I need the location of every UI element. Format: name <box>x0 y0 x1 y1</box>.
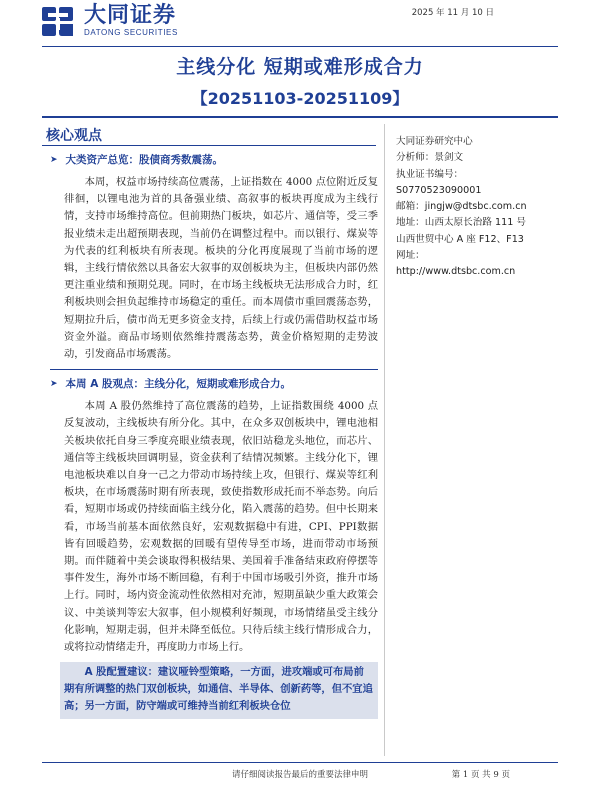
sidebar-org: 大同证券研究中心 <box>396 136 473 147</box>
brand-logo <box>42 4 178 38</box>
sidebar-website-label: 网址： <box>396 250 425 262</box>
paragraph-a-share-view: 本周 A 股仍然维持了高位震荡的趋势，上证指数围绕 4000 点反复波动，主线板块有所分化。其中，在众多双创板块中，锂电池相关板块依托自身三季度亮眼业绩表现，依旧站稳龙头地位，而芯片、通信等主线板块回调明显，资金获利了结情况频繁。主线分化下，锂电池板块难以自身一己之力带动市场持续上攻，但银行、煤炭等红利板块，在市场震荡时期有所表现，致使指数形成托而不举态势。向后看，短期市场或仍持续面临主线分化，陷入震荡的趋势。但中长期来看，市场当前基本面依然良好，宏观数据稳中有进，CPI、PPI数据皆有回暖趋势，宏观数据的回暖有望传导至市场，进而带动市场预期。而伴随着中美会谈取得积极结果、美国着手准备结束政府停摆等事件发生，海外市场不断回稳，有利于中国市场吸引外资，推升市场上行。同时，场内资金流动性依然相对充沛，短期虽缺少重大政策会议、中美谈判等宏大叙事，但小规模利好频现，市场情绪虽受主线分化影响，短期走弱，但并未降至低位。只待后续主线行情形成合力，或将拉动情绪走升，再度助力市场上行。 <box>64 400 378 654</box>
arrow-bullet-icon: ➤ <box>50 155 58 165</box>
bullet-asset-overview <box>50 152 378 168</box>
sidebar-address: 地址：山西太原长治路 111 号 <box>396 217 526 229</box>
allocation-advice: A 股配置建议：建议哑铃型策略，一方面，进攻端或可布局前期有所调整的热门双创板块，如通信、半导体、创新药等，但不宜追高；另一方面，防守端或可维持当前红利板块仓位 <box>60 662 378 719</box>
report-title: 主线分化 短期或难形成合力 <box>176 56 424 78</box>
analyst-sidebar <box>396 134 576 281</box>
datong-logo-icon <box>42 4 80 38</box>
paragraph-asset-overview: 本周，权益市场持续高位震荡，上证指数在 4000 点位附近反复徘徊，以锂电池为首的具备强业绩、高叙事的板块再度成为主线行情，支持市场维持高位。但前期热门板块，如芯片、通信等，受三季报业绩未走出超预期表现，当前仍在调整过程中。而以银行、煤炭等为代表的红利板块有所表现。板块的分化再度展现了当前市场的逻辑，主线行情依然以具备宏大叙事的双创板块为主，但板块内部仍然更注重业绩和预期兑现。同时，在市场主线板块无法形成合力时，红利板块则会担负起维持市场稳定的重任。而本周债市重回震荡态势，短期拉升后，债市尚无更多资金支持，后续上行或仍需借助权益市场资金外溢。商品市场则依然维持震荡态势，黄金价格短期的走势波动，引发商品市场震荡。 <box>64 176 378 361</box>
footer-disclaimer: 请仔细阅读报告最后的重要法律申明 <box>231 770 368 780</box>
bullet-label: 本周 A 股观点：主线分化，短期或难形成合力。 <box>65 378 291 391</box>
sidebar-email[interactable]: 邮箱：jingjw@dtsbc.com.cn <box>396 201 527 213</box>
page-number: 第 1 页 共 9 页 <box>451 770 510 780</box>
bullet-a-share-view <box>50 376 378 392</box>
brand-name-cn: 大同证券 <box>84 3 177 28</box>
section-divider <box>50 369 378 370</box>
sidebar-cert-number: S0770523090001 <box>396 184 482 196</box>
sidebar-website-link[interactable]: http://www.dtsbc.com.cn <box>396 266 516 278</box>
report-date-range: 【20251103-20251109】 <box>191 89 409 108</box>
header-divider <box>42 46 558 47</box>
core-heading: 核心观点 <box>46 128 102 144</box>
footer-divider <box>42 762 558 763</box>
sidebar-address-2: 山西世贸中心 A 座 F12、F13 <box>396 233 524 245</box>
column-divider <box>384 124 385 756</box>
bullet-label: 大类资产总览：股债商秀数震荡。 <box>65 154 224 166</box>
arrow-bullet-icon: ➤ <box>50 379 58 390</box>
brand-name-en: DATONG SECURITIES <box>84 28 178 37</box>
sidebar-cert-label: 执业证书编号： <box>396 168 464 180</box>
sidebar-analyst: 分析师：景剑文 <box>396 152 464 164</box>
core-heading-divider <box>42 145 376 146</box>
main-column <box>50 152 378 719</box>
title-divider <box>42 116 558 118</box>
report-date: 2025 年 11 月 10 日 <box>411 8 494 18</box>
